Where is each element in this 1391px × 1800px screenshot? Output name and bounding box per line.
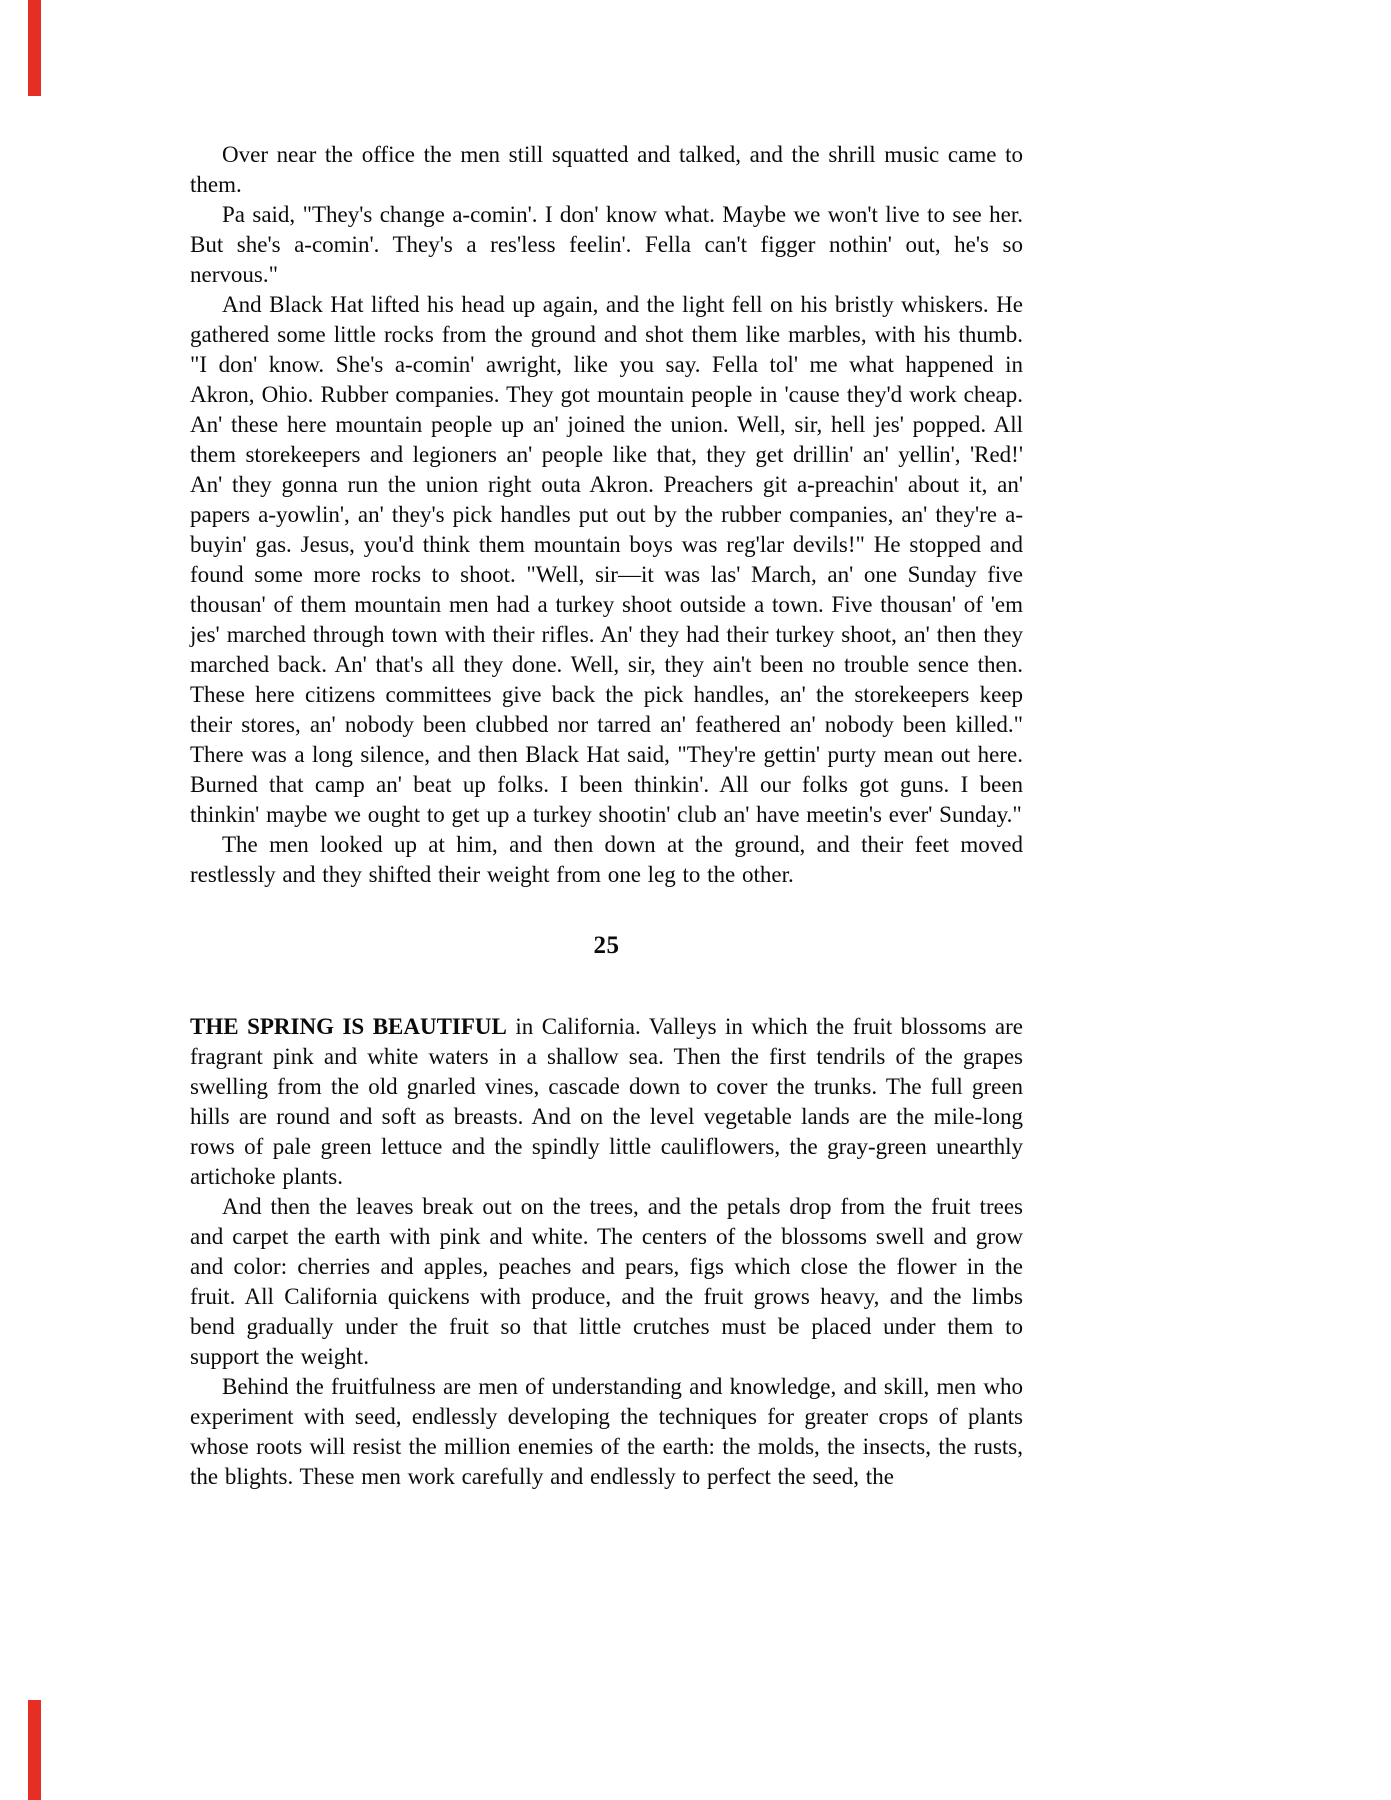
paragraph-chapter-opening bbox=[190, 1012, 1023, 1192]
page-text-block bbox=[190, 140, 1023, 1492]
paragraph-behind-fruitfulness: Behind the fruitfulness are men of understanding and knowledge, and skill, men who experiment with seed, endlessly developing the techniques for greater crops of plants whose roots will resist the million enemies of the earth: the molds, the insects, the rusts, the blights. These men work carefully and endlessly to perfect the seed, the bbox=[190, 1374, 1023, 1489]
paragraph-black-hat: And Black Hat lifted his head up again, and the light fell on his bristly whiskers. He gathered some little rocks from the ground and shot them like marbles, with his thumb. "I don' know. She's a-comin' awright, like you say. Fella tol' me what happened in Akron, Ohio. Rubber companies. They got mountain people in 'cause they'd work cheap. An' these here mountain people up an' joined the union. Well, sir, hell jes' popped. All them storekeepers and legioners an' people like that, they get drillin' an' yellin', 'Red!' An' they gonna run the union right outa Akron. Preachers git a-preachin' about it, an' papers a-yowlin', an' they's pick handles put out by the rubber companies, an' they're a-buyin' gas. Jesus, you'd think them mountain boys was reg'lar devils!" He stopped and found some more rocks to shoot. "Well, sir—it was las' March, an' one Sunday five thousan' of them mountain men had a turkey shoot outside a town. Five thousan' of 'em jes' marched through town with their rifles. An' they had their turkey shoot, an' then they marched back. An' that's all they done. Well, sir, they ain't been no trouble sence then. These here citizens committees give back the pick handles, an' the storekeepers keep their stores, an' nobody been clubbed nor tarred an' feathered an' nobody been killed." There was a long silence, and then Black Hat said, "They're gettin' purty mean out here. Burned that camp an' beat up folks. I been thinkin'. All our folks got guns. I been thinkin' maybe we ought to get up a turkey shootin' club an' have meetin's ever' Sunday." bbox=[190, 292, 1023, 827]
chapter-opening-rest: in California. Valleys in which the fruit blossoms are fragrant pink and white waters in a shallow sea. Then the first tendrils of the grapes swelling from the old gnarled vines, cascade down to cover the trunks. The full green hills are round and soft as breasts. And on the level vegetable lands are the mile-long rows of pale green lettuce and the spindly little cauliflowers, the gray-green unearthly artichoke plants. bbox=[190, 1014, 1023, 1189]
chapter-number-heading: 25 bbox=[593, 932, 620, 959]
left-edge-mark-top bbox=[28, 0, 41, 96]
left-edge-mark-bottom bbox=[28, 1700, 41, 1800]
paragraph-leaves-break-out: And then the leaves break out on the trees, and the petals drop from the fruit trees and carpet the earth with pink and white. The centers of the blossoms swell and grow and color: cherries and apples, peaches and pears, figs which close the flower in the fruit. All California quickens with produce, and the fruit grows heavy, and the limbs bend gradually under the fruit so that little crutches must be placed under them to support the weight. bbox=[190, 1194, 1023, 1369]
chapter-opening-lead: THE SPRING IS BEAUTIFUL bbox=[190, 1014, 507, 1039]
paragraph-office-men: Over near the office the men still squatted and talked, and the shrill music came to them. bbox=[190, 142, 1023, 197]
paragraph-pa-said: Pa said, "They's change a-comin'. I don' know what. Maybe we won't live to see her. But she's a-comin'. They's a res'less feelin'. Fella can't figger nothin' out, he's so nervous." bbox=[190, 202, 1023, 287]
paragraph-men-looked-up: The men looked up at him, and then down at the ground, and their feet moved restlessly and they shifted their weight from one leg to the other. bbox=[190, 832, 1023, 887]
